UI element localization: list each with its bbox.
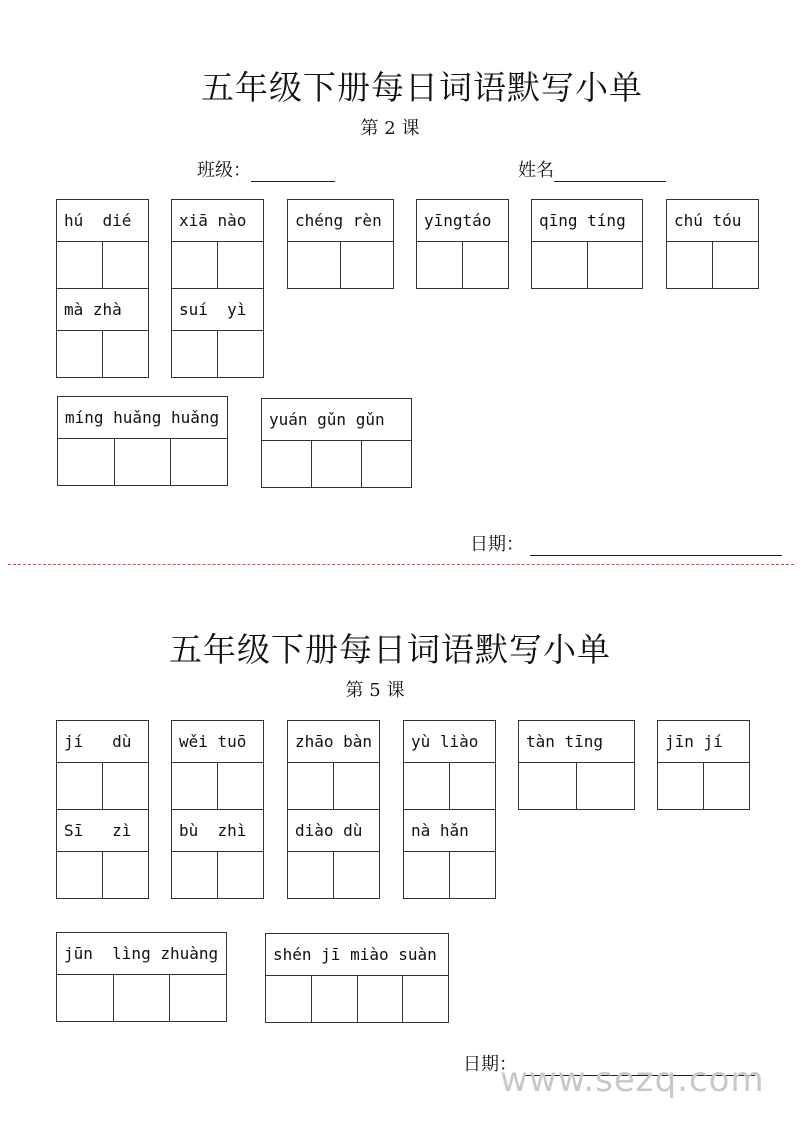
pinyin-label: jīn jí bbox=[658, 721, 749, 763]
char-cell[interactable] bbox=[417, 242, 463, 288]
watermark: www.sezq.com bbox=[500, 1060, 765, 1100]
char-cell[interactable] bbox=[334, 763, 379, 809]
char-cell[interactable] bbox=[403, 976, 448, 1022]
char-cell[interactable] bbox=[170, 975, 226, 1021]
word-box bbox=[56, 288, 149, 378]
char-cell[interactable] bbox=[103, 852, 148, 898]
class-field bbox=[197, 156, 335, 182]
char-cell[interactable] bbox=[57, 852, 103, 898]
word-box bbox=[287, 809, 380, 899]
word-box bbox=[531, 199, 643, 289]
word-box bbox=[666, 199, 759, 289]
name-label: 姓名 bbox=[518, 160, 554, 181]
word-box bbox=[171, 199, 264, 289]
word-box bbox=[57, 396, 228, 486]
lesson-number: 第 2 课 bbox=[360, 118, 420, 139]
char-cell[interactable] bbox=[658, 763, 704, 809]
word-box bbox=[518, 720, 635, 810]
char-cell[interactable] bbox=[532, 242, 588, 288]
char-cell[interactable] bbox=[450, 763, 495, 809]
char-cell[interactable] bbox=[404, 763, 450, 809]
pinyin-label: chú tóu bbox=[667, 200, 758, 242]
pinyin-label: xiā nào bbox=[172, 200, 263, 242]
char-cell[interactable] bbox=[218, 331, 263, 377]
date-label: 日期： bbox=[470, 534, 524, 555]
char-cell[interactable] bbox=[588, 242, 643, 288]
date-field bbox=[470, 530, 782, 556]
pinyin-label: wěi tuō bbox=[172, 721, 263, 763]
pinyin-label: hú dié bbox=[57, 200, 148, 242]
char-cell[interactable] bbox=[341, 242, 393, 288]
word-box bbox=[56, 199, 149, 289]
pinyin-label: yuán gǔn gǔn bbox=[262, 399, 411, 441]
char-cell[interactable] bbox=[218, 763, 263, 809]
char-cell[interactable] bbox=[103, 242, 148, 288]
cut-line-divider bbox=[8, 564, 794, 565]
char-cell[interactable] bbox=[312, 976, 358, 1022]
date-label: 日期： bbox=[463, 1054, 517, 1075]
pinyin-label: jí dù bbox=[57, 721, 148, 763]
char-cell[interactable] bbox=[57, 331, 103, 377]
char-cell[interactable] bbox=[172, 331, 218, 377]
char-cell[interactable] bbox=[114, 975, 171, 1021]
date-blank[interactable] bbox=[530, 535, 782, 556]
char-cell[interactable] bbox=[103, 331, 148, 377]
pinyin-label: mà zhà bbox=[57, 289, 148, 331]
char-cell[interactable] bbox=[704, 763, 749, 809]
pinyin-label: Sī zì bbox=[57, 810, 148, 852]
char-cell[interactable] bbox=[288, 852, 334, 898]
pinyin-label: qīng tíng bbox=[532, 200, 642, 242]
word-box bbox=[171, 809, 264, 899]
lesson-number: 第 5 课 bbox=[345, 680, 405, 701]
char-cell[interactable] bbox=[358, 976, 404, 1022]
char-cell[interactable] bbox=[57, 242, 103, 288]
word-box bbox=[56, 809, 149, 899]
word-box bbox=[171, 288, 264, 378]
char-cell[interactable] bbox=[404, 852, 450, 898]
worksheet-title: 五年级下册每日词语默写小单 bbox=[169, 630, 611, 669]
char-cell[interactable] bbox=[218, 242, 263, 288]
worksheet-title: 五年级下册每日词语默写小单 bbox=[201, 68, 643, 107]
word-box bbox=[56, 932, 227, 1022]
word-box bbox=[403, 720, 496, 810]
char-cell[interactable] bbox=[288, 242, 341, 288]
word-box bbox=[287, 720, 380, 810]
word-box bbox=[265, 933, 449, 1023]
char-cell[interactable] bbox=[262, 441, 312, 487]
class-blank[interactable] bbox=[251, 161, 335, 182]
word-box bbox=[416, 199, 509, 289]
pinyin-label: chéng rèn bbox=[288, 200, 393, 242]
pinyin-label: míng huǎng huǎng bbox=[58, 397, 227, 439]
char-cell[interactable] bbox=[519, 763, 577, 809]
char-cell[interactable] bbox=[288, 763, 334, 809]
char-cell[interactable] bbox=[463, 242, 508, 288]
word-box bbox=[261, 398, 412, 488]
char-cell[interactable] bbox=[103, 763, 148, 809]
char-cell[interactable] bbox=[57, 975, 114, 1021]
char-cell[interactable] bbox=[667, 242, 713, 288]
char-cell[interactable] bbox=[218, 852, 263, 898]
class-label: 班级： bbox=[197, 160, 251, 181]
char-cell[interactable] bbox=[450, 852, 495, 898]
name-blank[interactable] bbox=[554, 161, 666, 182]
char-cell[interactable] bbox=[577, 763, 634, 809]
pinyin-label: diào dù bbox=[288, 810, 379, 852]
word-box bbox=[403, 809, 496, 899]
pinyin-label: tàn tīng bbox=[519, 721, 634, 763]
word-box bbox=[171, 720, 264, 810]
char-cell[interactable] bbox=[172, 852, 218, 898]
pinyin-label: nà hǎn bbox=[404, 810, 495, 852]
pinyin-label: zhāo bàn bbox=[288, 721, 379, 763]
pinyin-label: bù zhì bbox=[172, 810, 263, 852]
char-cell[interactable] bbox=[58, 439, 115, 485]
pinyin-label: jūn lìng zhuàng bbox=[57, 933, 226, 975]
char-cell[interactable] bbox=[362, 441, 411, 487]
pinyin-label: suí yì bbox=[172, 289, 263, 331]
char-cell[interactable] bbox=[57, 763, 103, 809]
char-cell[interactable] bbox=[172, 763, 218, 809]
word-box bbox=[287, 199, 394, 289]
char-cell[interactable] bbox=[312, 441, 362, 487]
char-cell[interactable] bbox=[172, 242, 218, 288]
char-cell[interactable] bbox=[115, 439, 172, 485]
char-cell[interactable] bbox=[713, 242, 758, 288]
pinyin-label: shén jī miào suàn bbox=[266, 934, 448, 976]
char-cell[interactable] bbox=[266, 976, 312, 1022]
pinyin-label: yù liào bbox=[404, 721, 495, 763]
char-cell[interactable] bbox=[171, 439, 227, 485]
word-box bbox=[56, 720, 149, 810]
word-box bbox=[657, 720, 750, 810]
char-cell[interactable] bbox=[334, 852, 379, 898]
pinyin-label: yīngtáo bbox=[417, 200, 508, 242]
name-field bbox=[518, 156, 666, 182]
